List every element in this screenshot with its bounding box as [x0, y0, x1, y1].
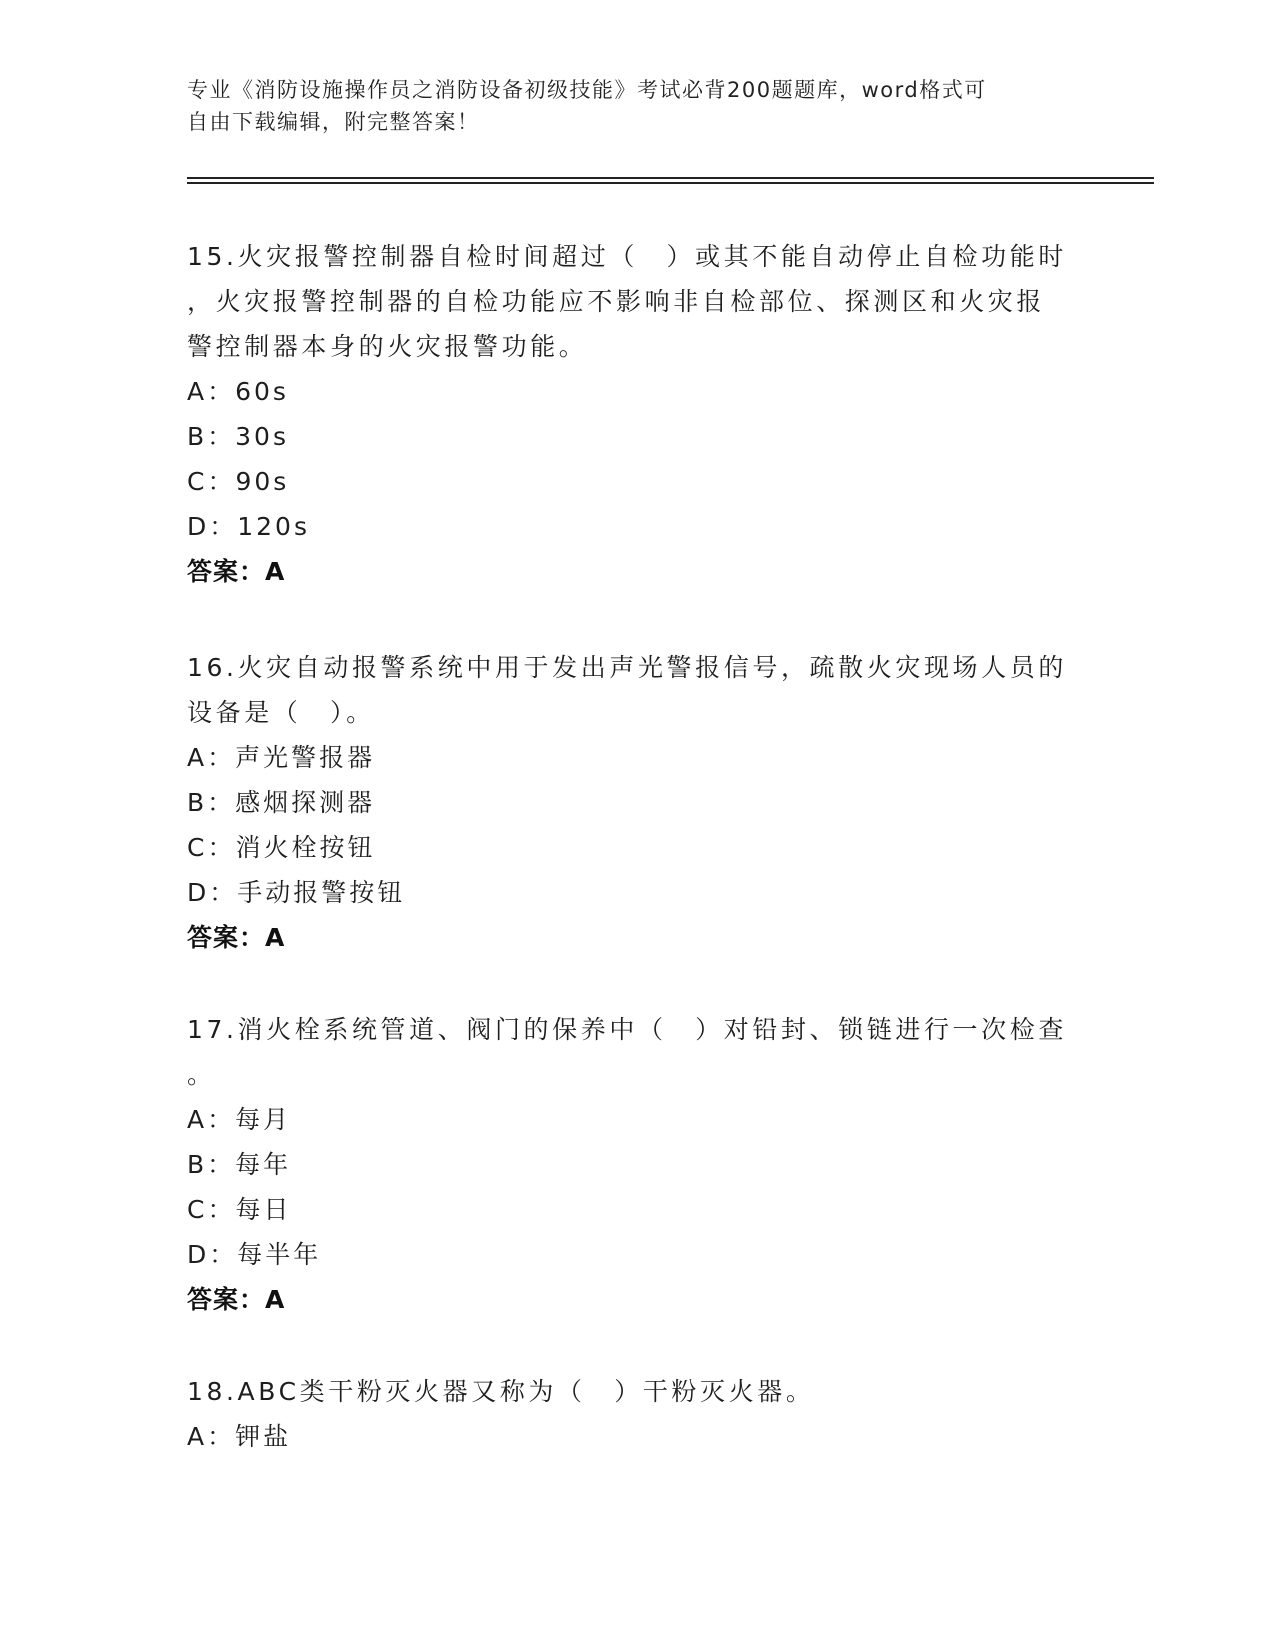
- option-c: C：每日: [187, 1195, 292, 1224]
- document-header: [187, 74, 1087, 138]
- header-divider-bottom: [187, 182, 1154, 184]
- question-stem: [187, 1007, 1087, 1097]
- question-17: [187, 1007, 1087, 1322]
- stem-line: 16.火灾自动报警系统中用于发出声光警报信号，疏散火灾现场人员的: [187, 653, 1067, 682]
- option-d: D：每半年: [187, 1240, 322, 1269]
- option-d: D：120s: [187, 512, 310, 541]
- option-d: D：手动报警按钮: [187, 878, 406, 907]
- option-a: A：60s: [187, 377, 289, 406]
- stem-line: 警控制器本身的火灾报警功能。: [187, 332, 588, 361]
- option-a: A：钾盐: [187, 1422, 292, 1451]
- header-line-1: 专业《消防设施操作员之消防设备初级技能》考试必背200题题库，word格式可: [187, 78, 987, 102]
- question-16: [187, 645, 1087, 960]
- option-a: A：声光警报器: [187, 743, 376, 772]
- option-b: B：每年: [187, 1150, 292, 1179]
- option-a: A：每月: [187, 1105, 292, 1134]
- option-b: B：30s: [187, 422, 289, 451]
- answer-label: 答案：A: [187, 557, 286, 586]
- header-divider-top: [187, 177, 1154, 179]
- option-b: B：感烟探测器: [187, 788, 376, 817]
- answer-label: 答案：A: [187, 1285, 286, 1314]
- stem-line: 18.ABC类干粉灭火器又称为（ ）干粉灭火器。: [187, 1377, 815, 1406]
- question-stem: [187, 234, 1087, 369]
- stem-line: ，火灾报警控制器的自检功能应不影响非自检部位、探测区和火灾报: [187, 287, 1046, 316]
- question-stem: [187, 1369, 1087, 1414]
- stem-line: 15.火灾报警控制器自检时间超过（ ）或其不能自动停止自检功能时: [187, 242, 1067, 271]
- question-15: [187, 234, 1087, 594]
- question-18: [187, 1369, 1087, 1459]
- option-c: C：消火栓按钮: [187, 833, 376, 862]
- question-stem: [187, 645, 1087, 735]
- stem-line: 17.消火栓系统管道、阀门的保养中（ ）对铅封、锁链进行一次检查: [187, 1015, 1067, 1044]
- option-c: C：90s: [187, 467, 290, 496]
- header-line-2: 自由下载编辑，附完整答案！: [187, 110, 480, 134]
- stem-line: 设备是（ ）。: [187, 698, 375, 727]
- answer-label: 答案：A: [187, 923, 286, 952]
- stem-line: 。: [187, 1060, 216, 1089]
